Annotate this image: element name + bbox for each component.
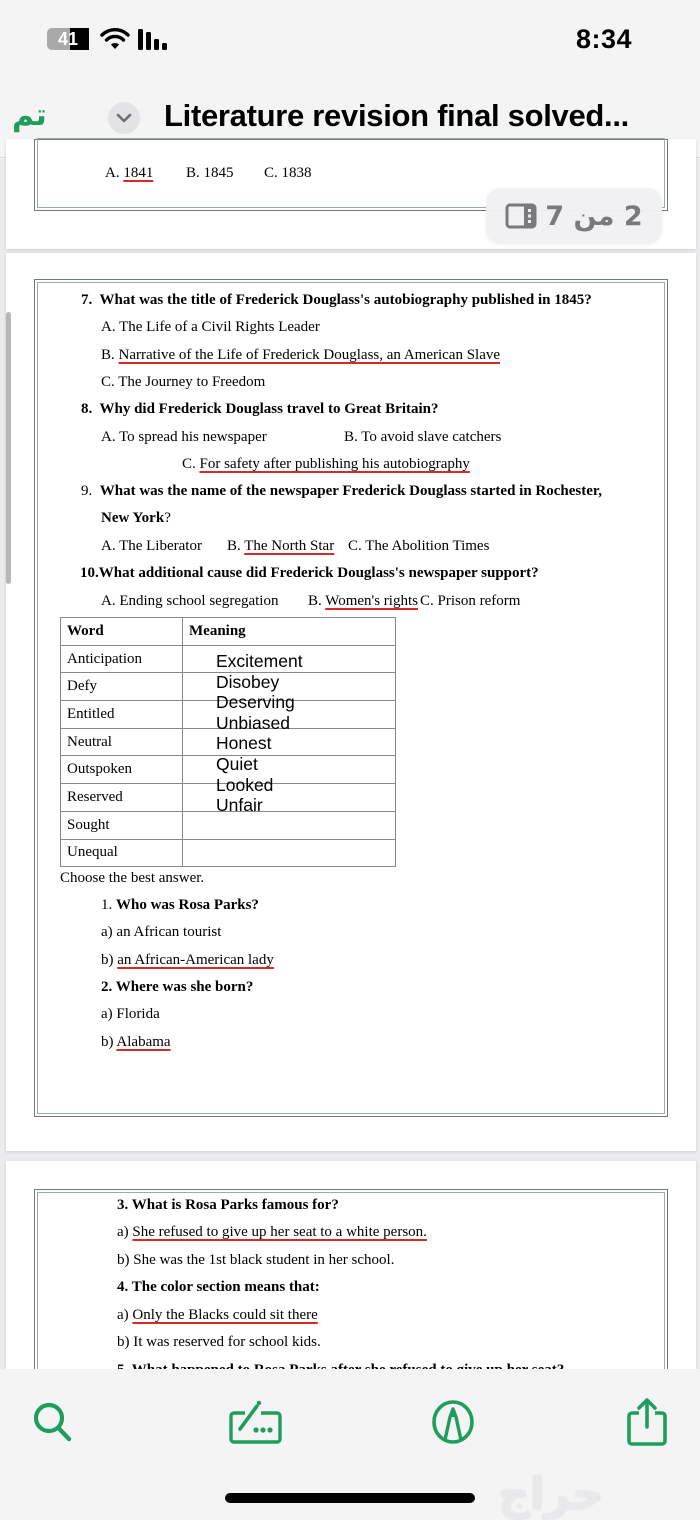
answer-option-correct: B. The North Star [227,538,335,554]
table-row [61,839,396,867]
instruction-text: Choose the best answer. [60,870,205,886]
word-cell: Entitled [61,701,183,729]
answer-option: A. 1841 [105,165,154,181]
answer-option-correct: B. Narrative of the Life of Frederick Douglass, an American Slave [101,347,501,363]
answer-option-correct: b) Alabama [101,1034,171,1050]
done-button[interactable]: تم [12,98,47,133]
typed-meaning: Excitement [216,651,303,671]
answer-option: C. The Abolition Times [348,538,490,554]
watermark-logo: حراج [498,1469,604,1520]
answer-option: b) She was the 1st black student in her school. [117,1252,395,1268]
answer-option: C. Prison reform [420,593,521,609]
question-9-continued: New York? [101,510,171,526]
typed-meanings-annotation [216,651,303,816]
search-icon [31,1400,75,1444]
answer-option-correct: a) She refused to give up her seat to a white person. [117,1224,427,1240]
search-button[interactable] [28,1397,78,1447]
wifi-icon [100,27,130,51]
typed-meaning: Honest [216,733,272,754]
word-cell: Outspoken [61,756,183,784]
fill-and-sign-button[interactable] [228,1397,284,1447]
markup-button[interactable] [428,1397,478,1447]
page-indicator[interactable] [486,188,662,244]
form-fill-icon [228,1399,284,1445]
answer-option: a) an African tourist [101,924,222,940]
answer-option: A. To spread his newspaper [101,429,267,445]
question-rosa-4: 4. The color section means that: [117,1279,320,1295]
document-viewport[interactable] [0,159,700,1369]
home-indicator[interactable] [225,1493,475,1503]
share-button[interactable] [622,1397,672,1447]
word-cell: Defy [61,673,183,701]
meaning-cell [183,839,396,867]
status-bar [0,0,700,80]
word-cell: Reserved [61,784,183,812]
markup-pen-icon [430,1399,476,1445]
sidebar-thumbnails-icon [505,203,537,229]
question-rosa-3: 3. What is Rosa Parks famous for? [117,1197,339,1213]
typed-meaning: Unbiased [216,712,290,733]
word-cell: Anticipation [61,645,183,673]
column-header-word: Word [61,618,183,646]
answer-option-correct: b) an African-American lady [101,952,274,968]
table-header-row [61,618,396,646]
typed-meaning: Unfair [216,795,263,816]
answer-option: A. The Life of a Civil Rights Leader [101,319,320,335]
page-indicator-text: 2 من 7 [545,200,643,232]
answer-option-correct: a) Only the Blacks could sit there [117,1307,318,1323]
question-rosa-1: 1. Who was Rosa Parks? [101,897,259,913]
title-menu-button[interactable] [108,102,140,134]
answer-option: B. To avoid slave catchers [344,429,502,445]
question-8: 8. Why did Frederick Douglass travel to Great Britain? [81,401,439,417]
answer-option: b) It was reserved for school kids. [117,1334,321,1350]
typed-meaning: Deserving [216,692,295,713]
answer-option: B. 1845 [186,165,234,181]
typed-meaning: Quiet [216,753,258,774]
battery-level: 41 [57,29,79,49]
question-7: 7. What was the title of Frederick Douglass's autobiography published in 1845? [81,292,592,308]
question-rosa-2: 2. Where was she born? [101,979,254,995]
answer-option: A. Ending school segregation [101,593,279,609]
answer-option: A. The Liberator [101,538,202,554]
answer-option: a) Florida [101,1006,160,1022]
answer-option-correct: B. Women's rights [308,593,418,609]
answer-option: C. 1838 [264,165,312,181]
signal-icon [138,29,172,51]
battery-icon [47,28,89,50]
clock: 8:34 [575,24,632,54]
word-cell: Neutral [61,728,183,756]
document-title[interactable]: Literature revision final solved... [164,98,629,133]
answer-option-correct: C. For safety after publishing his autobiography [182,456,470,472]
word-cell: Unequal [61,839,183,867]
chevron-down-icon [116,113,132,123]
column-header-meaning: Meaning [183,618,396,646]
typed-meaning: Disobey [216,671,280,692]
typed-meaning: Looked [216,774,274,795]
document-page-2 [6,253,696,1151]
vertical-scrollbar[interactable] [6,312,11,584]
share-icon [625,1397,669,1447]
question-9: 9. What was the name of the newspaper Frederick Douglass started in Rochester, [81,483,602,499]
answer-option: C. The Journey to Freedom [101,374,266,390]
question-10: 10.What additional cause did Frederick Douglass's newspaper support? [80,565,539,581]
word-cell: Sought [61,811,183,839]
bottom-toolbar [0,1369,700,1520]
